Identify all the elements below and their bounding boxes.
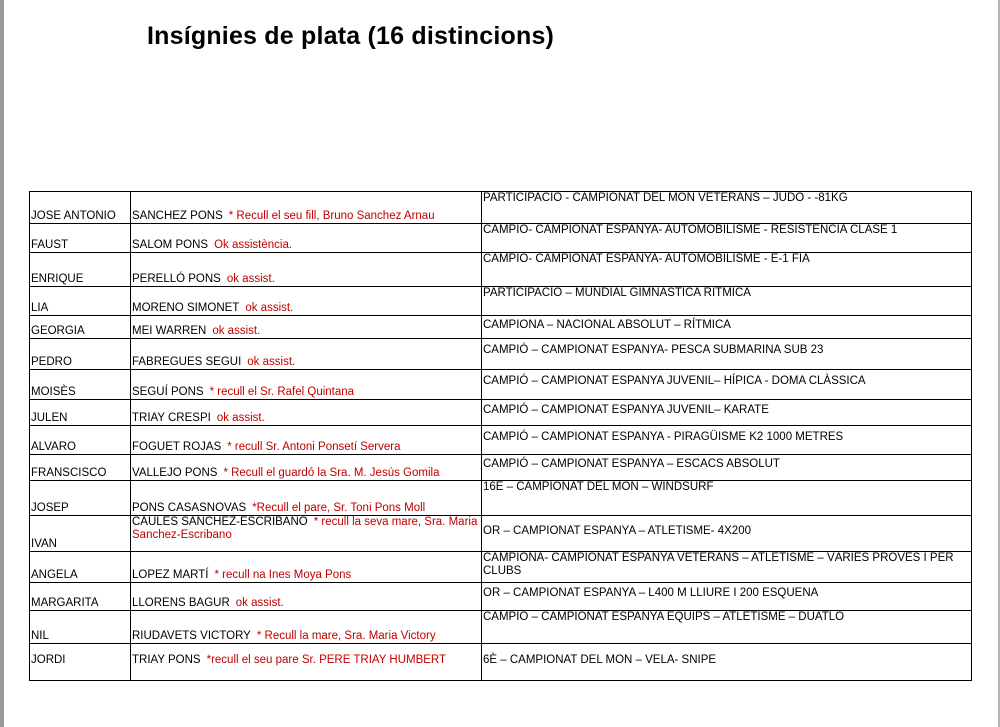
award-cell: CAMPIÓ- CAMPIONAT ESPANYA- AUTOMOBILISME - RESISTÈNCIA CLASE 1 — [482, 224, 972, 253]
surname-text: TRIAY CRESPI — [132, 412, 211, 424]
surname-cell — [131, 426, 482, 455]
surname-cell — [131, 583, 482, 611]
award-cell: CAMPIONA – NACIONAL ABSOLUT – RÍTMICA — [482, 316, 972, 339]
surname-text: SALOM PONS — [132, 239, 209, 251]
award-cell: CAMPIÓ- CAMPIONAT ESPANYA- AUTOMOBILISME - E-1 FIA — [482, 253, 972, 287]
name-cell: NIL — [30, 611, 131, 644]
award-cell: CAMPIÓ – CAMPIONAT ESPANYA – ESCACS ABSOLUT — [482, 455, 972, 481]
award-cell: 16È – CAMPIONAT DEL MÓN – WINDSURF — [482, 481, 972, 516]
surname-text: TRIAY PONS — [132, 654, 201, 666]
collection-note: *recull el seu pare Sr. PERE TRIAY HUMBERT — [206, 654, 447, 666]
award-cell: PARTICIPACIÓ - CAMPIONAT DEL MON VETERANS – JUDO - -81KG — [482, 192, 972, 224]
surname-text: LLORENS BAGUR — [132, 597, 230, 609]
table-row — [30, 516, 972, 552]
name-cell: PEDRO — [30, 339, 131, 370]
name-cell: MOISÈS — [30, 370, 131, 400]
collection-note: * Recull el guardó la Sra. M. Jesús Gomila — [223, 467, 440, 479]
table-row — [30, 552, 972, 583]
surname-cell — [131, 224, 482, 253]
table-row — [30, 481, 972, 516]
collection-note: * recull na Ines Moya Pons — [214, 569, 352, 581]
surname-cell — [131, 644, 482, 681]
table-row — [30, 583, 972, 611]
collection-note: * recull Sr. Antoni Ponsetí Servera — [227, 441, 401, 453]
collection-note: *Recull el pare, Sr. Toni Pons Moll — [252, 502, 426, 514]
table-row — [30, 316, 972, 339]
collection-note: ok assist. — [245, 302, 294, 314]
collection-note: ok assist. — [212, 325, 261, 337]
table-row — [30, 192, 972, 224]
surname-text: CAULES SANCHEZ-ESCRIBANO — [132, 516, 308, 528]
surname-text: SEGUÍ PONS — [132, 386, 204, 398]
surname-text: RIUDAVETS VICTORY — [132, 630, 251, 642]
collection-note: ok assist. — [247, 356, 296, 368]
name-cell: ENRIQUE — [30, 253, 131, 287]
collection-note: * recull la seva mare, Sra. Maria Sanchez-Escribano — [132, 516, 478, 541]
award-cell: 6È – CAMPIONAT DEL MON – VELA- SNIPE — [482, 644, 972, 681]
award-cell: CAMPIÓ – CAMPIONAT ESPANYA JUVENIL– KARATE — [482, 400, 972, 426]
award-cell: CAMPIÓ – CAMPIONAT ESPANYA EQUIPS – ATLETISME – DUATLÓ — [482, 611, 972, 644]
table-row — [30, 370, 972, 400]
name-cell: MARGARITA — [30, 583, 131, 611]
award-cell: CAMPIÓ – CAMPIONAT ESPANYA - PIRAGÜISME K2 1000 METRES — [482, 426, 972, 455]
award-cell: CAMPIONA- CAMPIONAT ESPANYA VETERANS – ATLETISME – VÀRIES PROVES I PER CLUBS — [482, 552, 972, 583]
surname-cell — [131, 611, 482, 644]
surname-text: PONS CASASNOVAS — [132, 502, 247, 514]
name-cell: JOSEP — [30, 481, 131, 516]
table-row — [30, 339, 972, 370]
surname-text: PERELLÓ PONS — [132, 273, 221, 285]
table-row — [30, 426, 972, 455]
surname-cell — [131, 316, 482, 339]
table-row — [30, 611, 972, 644]
surname-cell — [131, 287, 482, 316]
surname-cell — [131, 455, 482, 481]
collection-note: ok assist. — [235, 597, 284, 609]
award-cell: OR – CAMPIONAT ESPANYA – ATLETISME- 4X200 — [482, 516, 972, 552]
surname-text: MORENO SIMONET — [132, 302, 240, 314]
surname-text: MEI WARREN — [132, 325, 207, 337]
table-row — [30, 400, 972, 426]
collection-note: * Recull el seu fill, Bruno Sanchez Arnau — [228, 210, 435, 222]
surname-text: FOGUET ROJAS — [132, 441, 222, 453]
surname-cell — [131, 400, 482, 426]
name-cell: JORDI — [30, 644, 131, 681]
page-edge — [0, 0, 4, 727]
surname-text: LOPEZ MARTÍ — [132, 569, 209, 581]
surname-cell — [131, 192, 482, 224]
awards-table — [29, 191, 972, 681]
surname-text: VALLEJO PONS — [132, 467, 218, 479]
collection-note: ok assist. — [216, 412, 265, 424]
collection-note: * recull el Sr. Rafel Quintana — [209, 386, 355, 398]
surname-text: FABREGUES SEGUI — [132, 356, 242, 368]
surname-cell — [131, 339, 482, 370]
name-cell: FAUST — [30, 224, 131, 253]
surname-text: SANCHEZ PONS — [132, 210, 223, 222]
table-row — [30, 287, 972, 316]
table-row — [30, 455, 972, 481]
name-cell: FRANSCISCO — [30, 455, 131, 481]
surname-cell — [131, 516, 482, 552]
name-cell: ALVARO — [30, 426, 131, 455]
name-cell: JOSE ANTONIO — [30, 192, 131, 224]
award-cell: CAMPIÓ – CAMPIONAT ESPANYA JUVENIL– HÍPICA - DOMA CLÀSSICA — [482, 370, 972, 400]
surname-cell — [131, 552, 482, 583]
table-row — [30, 644, 972, 681]
surname-cell — [131, 370, 482, 400]
award-cell: CAMPIÓ – CAMPIONAT ESPANYA- PESCA SUBMARINA SUB 23 — [482, 339, 972, 370]
name-cell: LIA — [30, 287, 131, 316]
surname-cell — [131, 253, 482, 287]
page-title: Insígnies de plata (16 distincions) — [147, 22, 555, 50]
award-cell: OR – CAMPIONAT ESPANYA – L400 M LLIURE I 200 ESQUENA — [482, 583, 972, 611]
name-cell: GEORGIA — [30, 316, 131, 339]
table-row — [30, 253, 972, 287]
name-cell: ANGELA — [30, 552, 131, 583]
table-row — [30, 224, 972, 253]
surname-cell — [131, 481, 482, 516]
collection-note: ok assist. — [226, 273, 275, 285]
name-cell: JULEN — [30, 400, 131, 426]
collection-note: * Recull la mare, Sra. Maria Victory — [256, 630, 436, 642]
name-cell: IVAN — [30, 516, 131, 552]
award-cell: PARTICIPACIÓ – MUNDIAL GIMNÀSTICA RÍTMICA — [482, 287, 972, 316]
collection-note: Ok assistència. — [214, 239, 293, 251]
